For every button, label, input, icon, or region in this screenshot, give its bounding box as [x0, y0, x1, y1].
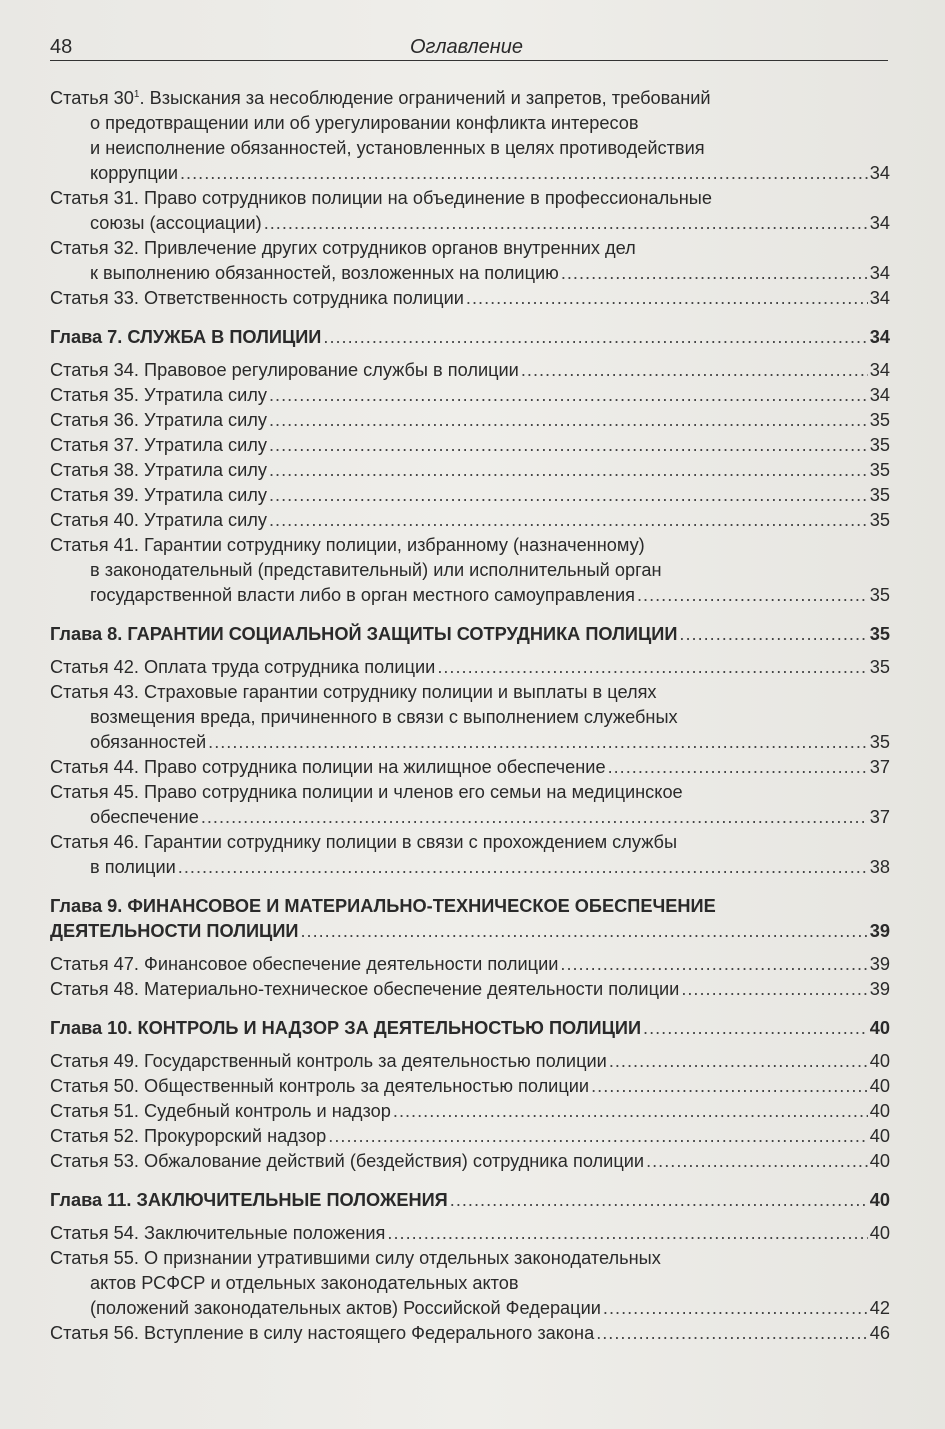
toc-entry-text: Статья 45. Право сотрудника полиции и членов его семьи на медицинское — [50, 782, 683, 802]
page-ref: 40 — [869, 1126, 890, 1146]
page-header — [50, 34, 888, 61]
toc-chapter-10 — [50, 1016, 890, 1041]
dot-leader — [560, 952, 867, 977]
toc-entry-article-39 — [50, 483, 890, 508]
toc-entry-text: к выполнению обязанностей, возложенных на полицию — [90, 263, 559, 283]
toc-entry-text: коррупции — [90, 163, 178, 183]
dot-leader — [646, 1149, 868, 1174]
page-ref: 34 — [869, 288, 890, 308]
toc-entry-text: обязанностей — [90, 732, 207, 752]
dot-leader — [437, 655, 867, 680]
toc-entry-article-50 — [50, 1074, 890, 1099]
dot-leader — [269, 433, 868, 458]
toc-entry-article-46 — [50, 830, 890, 880]
table-of-contents — [50, 86, 890, 1346]
toc-entry-text: Статья 33. Ответственность сотрудника полиции — [50, 288, 464, 308]
dot-leader — [681, 977, 867, 1002]
toc-entry-text: Статья 30 — [50, 88, 134, 108]
chapter-title: Глава 8. ГАРАНТИИ СОЦИАЛЬНОЙ ЗАЩИТЫ СОТРУДНИКА ПОЛИЦИИ — [50, 624, 678, 644]
page-ref: 39 — [869, 954, 890, 974]
chapter-title: Глава 7. СЛУЖБА В ПОЛИЦИИ — [50, 327, 322, 347]
chapter-title: Глава 10. КОНТРОЛЬ И НАДЗОР ЗА ДЕЯТЕЛЬНОСТЬЮ ПОЛИЦИИ — [50, 1018, 642, 1038]
toc-entry-text: Статья 52. Прокурорский надзор — [50, 1126, 327, 1146]
toc-entry-article-42 — [50, 655, 890, 680]
toc-entry-text: Статья 56. Вступление в силу настоящего Федерального закона — [50, 1323, 595, 1343]
toc-entry-article-54 — [50, 1221, 890, 1246]
dot-leader — [561, 261, 868, 286]
toc-entry-text: Статья 55. О признании утратившими силу отдельных законодательных — [50, 1248, 661, 1268]
dot-leader — [521, 358, 868, 383]
toc-chapter-11 — [50, 1188, 890, 1213]
dot-leader — [643, 1016, 868, 1041]
toc-entry-article-33 — [50, 286, 890, 311]
dot-leader — [269, 508, 868, 533]
page-ref: 39 — [869, 979, 890, 999]
toc-entry-article-44 — [50, 755, 890, 780]
chapter-title: Глава 11. ЗАКЛЮЧИТЕЛЬНЫЕ ПОЛОЖЕНИЯ — [50, 1190, 448, 1210]
toc-entry-text: государственной власти либо в орган местного самоуправления — [90, 585, 635, 605]
toc-entry-article-55 — [50, 1246, 890, 1321]
toc-entry-text: Статья 43. Страховые гарантии сотруднику полиции и выплаты в целях — [50, 682, 657, 702]
dot-leader — [596, 1321, 868, 1346]
page-ref: 35 — [869, 657, 890, 677]
page-ref: 35 — [869, 410, 890, 430]
toc-entry-article-43 — [50, 680, 890, 755]
toc-entry-text: Статья 54. Заключительные положения — [50, 1223, 386, 1243]
dot-leader — [679, 622, 867, 647]
page-ref: 40 — [869, 1076, 890, 1096]
dot-leader — [208, 730, 868, 755]
page-ref: 34 — [869, 327, 890, 347]
toc-entry-text: Статья 38. Утратила силу — [50, 460, 267, 480]
dot-leader — [603, 1296, 868, 1321]
dot-leader — [178, 855, 868, 880]
toc-entry-text: Статья 31. Право сотрудников полиции на объединение в профессиональные — [50, 188, 712, 208]
dot-leader — [300, 919, 867, 944]
toc-entry-text: Статья 40. Утратила силу — [50, 510, 267, 530]
page-ref: 38 — [869, 857, 890, 877]
page-ref: 34 — [869, 163, 890, 183]
page-ref: 35 — [869, 732, 890, 752]
dot-leader — [450, 1188, 868, 1213]
page-ref: 35 — [869, 485, 890, 505]
toc-entry-text: (положений законодательных актов) Российской Федерации — [90, 1298, 601, 1318]
page-ref: 40 — [869, 1151, 890, 1171]
toc-entry-text: Статья 37. Утратила силу — [50, 435, 267, 455]
page-ref: 35 — [869, 624, 890, 644]
toc-entry-text: и неисполнение обязанностей, установленных в целях противодействия — [90, 138, 705, 158]
superscript: 1 — [133, 88, 140, 100]
toc-entry-article-40 — [50, 508, 890, 533]
page-ref: 42 — [869, 1298, 890, 1318]
page-ref: 40 — [869, 1051, 890, 1071]
toc-entry-text: союзы (ассоциации) — [90, 213, 262, 233]
toc-entry-article-36 — [50, 408, 890, 433]
toc-entry-text: в законодательный (представительный) или исполнительный орган — [90, 560, 662, 580]
dot-leader — [393, 1099, 868, 1124]
page-ref: 46 — [869, 1323, 890, 1343]
page-ref: 35 — [869, 435, 890, 455]
dot-leader — [201, 805, 868, 830]
toc-entry-text: Статья 47. Финансовое обеспечение деятельности полиции — [50, 954, 559, 974]
toc-entry-text: Статья 50. Общественный контроль за деятельностью полиции — [50, 1076, 590, 1096]
toc-entry-article-52 — [50, 1124, 890, 1149]
chapter-title: Глава 9. ФИНАНСОВОЕ И МАТЕРИАЛЬНО-ТЕХНИЧЕСКОЕ ОБЕСПЕЧЕНИЕ — [50, 896, 716, 916]
toc-entry-article-53 — [50, 1149, 890, 1174]
toc-entry-text: Статья 32. Привлечение других сотрудников органов внутренних дел — [50, 238, 636, 258]
toc-entry-text: Статья 49. Государственный контроль за деятельностью полиции — [50, 1051, 607, 1071]
page-ref: 37 — [869, 757, 890, 777]
toc-entry-article-34 — [50, 358, 890, 383]
page-ref: 40 — [869, 1101, 890, 1121]
toc-entry-text: в полиции — [90, 857, 176, 877]
dot-leader — [269, 408, 868, 433]
chapter-title: ДЕЯТЕЛЬНОСТИ ПОЛИЦИИ — [50, 921, 299, 941]
dot-leader — [269, 383, 868, 408]
page-ref: 34 — [869, 263, 890, 283]
dot-leader — [269, 458, 868, 483]
toc-entry-article-30-1 — [50, 86, 890, 186]
toc-entry-text: Статья 51. Судебный контроль и надзор — [50, 1101, 391, 1121]
page-ref: 35 — [869, 510, 890, 530]
toc-entry-article-48 — [50, 977, 890, 1002]
running-title: Оглавление — [410, 36, 524, 58]
toc-entry-text: Статья 36. Утратила силу — [50, 410, 267, 430]
toc-entry-text: актов РСФСР и отдельных законодательных актов — [90, 1273, 519, 1293]
toc-entry-text: Статья 35. Утратила силу — [50, 385, 267, 405]
page-ref: 40 — [869, 1018, 890, 1038]
toc-chapter-7 — [50, 325, 890, 350]
toc-entry-article-49 — [50, 1049, 890, 1074]
dot-leader — [466, 286, 868, 311]
page-ref: 35 — [869, 460, 890, 480]
page-ref: 40 — [869, 1223, 890, 1243]
toc-entry-text: Статья 42. Оплата труда сотрудника полиции — [50, 657, 436, 677]
toc-entry-text: возмещения вреда, причиненного в связи с выполнением служебных — [90, 707, 678, 727]
toc-entry-article-41 — [50, 533, 890, 608]
dot-leader — [608, 755, 868, 780]
toc-entry-text: о предотвращении или об урегулировании конфликта интересов — [90, 113, 639, 133]
toc-entry-text: . Взыскания за несоблюдение ограничений и запретов, требований — [139, 88, 711, 108]
toc-entry-article-45 — [50, 780, 890, 830]
toc-entry-text: Статья 44. Право сотрудника полиции на жилищное обеспечение — [50, 757, 606, 777]
toc-entry-text: Статья 39. Утратила силу — [50, 485, 267, 505]
toc-entry-text: Статья 48. Материально-техническое обеспечение деятельности полиции — [50, 979, 680, 999]
toc-entry-text: Статья 53. Обжалование действий (бездействия) сотрудника полиции — [50, 1151, 645, 1171]
page-ref: 37 — [869, 807, 890, 827]
toc-entry-text: Статья 46. Гарантии сотруднику полиции в связи с прохождением службы — [50, 832, 678, 852]
toc-chapter-8 — [50, 622, 890, 647]
toc-entry-text: Статья 34. Правовое регулирование службы в полиции — [50, 360, 519, 380]
dot-leader — [328, 1124, 867, 1149]
toc-entry-article-37 — [50, 433, 890, 458]
toc-entry-article-32 — [50, 236, 890, 286]
toc-entry-article-47 — [50, 952, 890, 977]
toc-chapter-9 — [50, 894, 890, 944]
dot-leader — [180, 161, 868, 186]
page-ref: 40 — [869, 1190, 890, 1210]
dot-leader — [609, 1049, 868, 1074]
dot-leader — [269, 483, 868, 508]
page-ref: 35 — [869, 585, 890, 605]
page-ref: 34 — [869, 360, 890, 380]
toc-entry-text: обеспечение — [90, 807, 199, 827]
toc-entry-article-56 — [50, 1321, 890, 1346]
page-ref: 34 — [869, 385, 890, 405]
dot-leader — [264, 211, 868, 236]
page-number: 48 — [50, 36, 73, 58]
toc-entry-article-38 — [50, 458, 890, 483]
page-ref: 39 — [869, 921, 890, 941]
dot-leader — [323, 325, 867, 350]
toc-entry-article-31 — [50, 186, 890, 236]
dot-leader — [387, 1221, 867, 1246]
toc-entry-article-35 — [50, 383, 890, 408]
dot-leader — [637, 583, 868, 608]
page-ref: 34 — [869, 213, 890, 233]
toc-entry-article-51 — [50, 1099, 890, 1124]
dot-leader — [591, 1074, 868, 1099]
toc-entry-text: Статья 41. Гарантии сотруднику полиции, избранному (назначенному) — [50, 535, 645, 555]
